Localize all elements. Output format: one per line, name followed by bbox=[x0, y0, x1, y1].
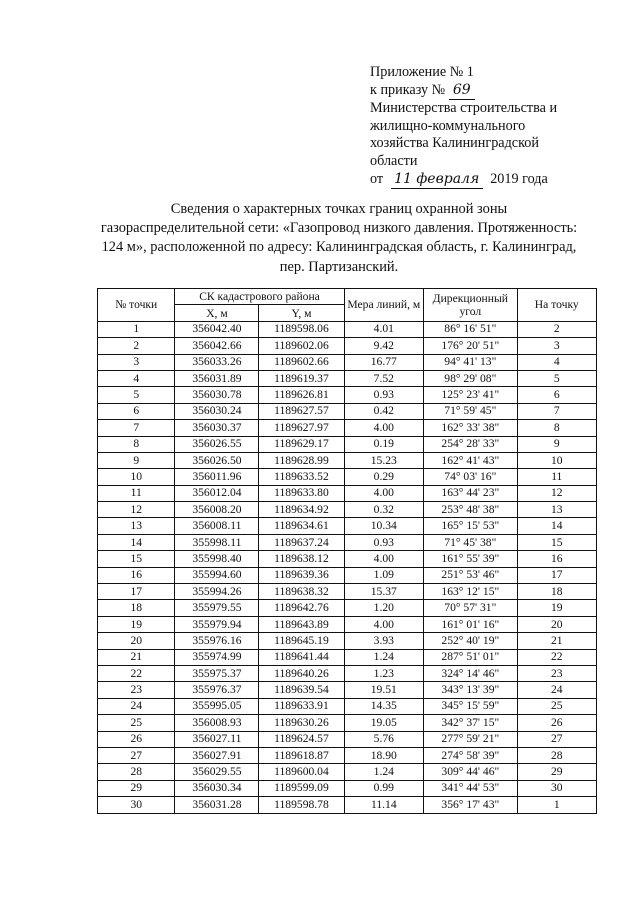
to-point-cell: 9 bbox=[517, 436, 596, 452]
line-length-cell: 9.42 bbox=[344, 338, 424, 354]
y-coordinate-cell: 1189624.57 bbox=[259, 731, 344, 747]
table-row bbox=[98, 633, 597, 649]
point-number-cell: 17 bbox=[98, 584, 175, 600]
to-point-cell: 26 bbox=[517, 715, 596, 731]
point-number-cell: 25 bbox=[98, 715, 175, 731]
point-number-cell: 19 bbox=[98, 616, 175, 632]
direction-angle-cell: 161° 55' 39" bbox=[424, 551, 517, 567]
direction-angle-cell: 309° 44' 46" bbox=[424, 764, 517, 780]
x-coordinate-cell: 355976.37 bbox=[175, 682, 259, 698]
to-point-cell: 13 bbox=[517, 502, 596, 518]
y-coordinate-cell: 1189600.04 bbox=[259, 764, 344, 780]
x-coordinate-cell: 355998.11 bbox=[175, 534, 259, 550]
to-point-cell: 11 bbox=[517, 469, 596, 485]
y-coordinate-cell: 1189626.81 bbox=[259, 387, 344, 403]
y-coordinate-cell: 1189633.52 bbox=[259, 469, 344, 485]
y-coordinate-cell: 1189602.66 bbox=[259, 354, 344, 370]
point-number-cell: 6 bbox=[98, 403, 175, 419]
x-coordinate-cell: 356029.55 bbox=[175, 764, 259, 780]
table-row bbox=[98, 665, 597, 681]
table-row bbox=[98, 452, 597, 468]
line-length-cell: 1.24 bbox=[344, 764, 424, 780]
direction-angle-cell: 86° 16' 51" bbox=[424, 321, 517, 337]
x-coordinate-cell: 355974.99 bbox=[175, 649, 259, 665]
date-prefix: от bbox=[370, 170, 384, 187]
point-number-cell: 5 bbox=[98, 387, 175, 403]
direction-angle-cell: 176° 20' 51" bbox=[424, 338, 517, 354]
ministry-line-4: области bbox=[370, 152, 418, 169]
table-row bbox=[98, 338, 597, 354]
date-handwritten: 11 февраля bbox=[391, 171, 483, 190]
line-length-cell: 0.93 bbox=[344, 534, 424, 550]
table-row bbox=[98, 764, 597, 780]
y-coordinate-cell: 1189641.44 bbox=[259, 649, 344, 665]
y-coordinate-cell: 1189633.80 bbox=[259, 485, 344, 501]
y-coordinate-cell: 1189639.36 bbox=[259, 567, 344, 583]
table-row bbox=[98, 403, 597, 419]
line-length-cell: 18.90 bbox=[344, 747, 424, 763]
to-point-cell: 23 bbox=[517, 665, 596, 681]
y-coordinate-cell: 1189599.09 bbox=[259, 780, 344, 796]
y-coordinate-cell: 1189634.92 bbox=[259, 502, 344, 518]
point-number-cell: 8 bbox=[98, 436, 175, 452]
point-number-cell: 2 bbox=[98, 338, 175, 354]
y-coordinate-cell: 1189629.17 bbox=[259, 436, 344, 452]
direction-angle-cell: 162° 33' 38" bbox=[424, 420, 517, 436]
line-length-cell: 1.24 bbox=[344, 649, 424, 665]
x-coordinate-cell: 356031.28 bbox=[175, 797, 259, 813]
direction-angle-cell: 74° 03' 16" bbox=[424, 469, 517, 485]
x-coordinate-cell: 355998.40 bbox=[175, 551, 259, 567]
table-row bbox=[98, 354, 597, 370]
point-number-cell: 11 bbox=[98, 485, 175, 501]
line-length-cell: 0.93 bbox=[344, 387, 424, 403]
y-coordinate-cell: 1189633.91 bbox=[259, 698, 344, 714]
table-row bbox=[98, 747, 597, 763]
line-length-cell: 19.05 bbox=[344, 715, 424, 731]
point-number-cell: 20 bbox=[98, 633, 175, 649]
line-length-cell: 0.99 bbox=[344, 780, 424, 796]
x-coordinate-cell: 355979.94 bbox=[175, 616, 259, 632]
table-row bbox=[98, 420, 597, 436]
title-line-2: газораспределительной сети: «Газопровод низкого давления. Протяженность: bbox=[100, 220, 578, 237]
direction-angle-cell: 277° 59' 21" bbox=[424, 731, 517, 747]
to-point-cell: 7 bbox=[517, 403, 596, 419]
title-line-4: пер. Партизанский. bbox=[279, 258, 399, 275]
to-point-cell: 17 bbox=[517, 567, 596, 583]
to-point-cell: 20 bbox=[517, 616, 596, 632]
x-coordinate-cell: 356008.11 bbox=[175, 518, 259, 534]
point-number-cell: 29 bbox=[98, 780, 175, 796]
x-coordinate-cell: 356012.04 bbox=[175, 485, 259, 501]
direction-angle-cell: 254° 28' 33" bbox=[424, 436, 517, 452]
table-row bbox=[98, 715, 597, 731]
table-header bbox=[98, 289, 597, 322]
to-point-cell: 30 bbox=[517, 780, 596, 796]
line-length-cell: 5.76 bbox=[344, 731, 424, 747]
point-number-cell: 9 bbox=[98, 452, 175, 468]
y-coordinate-cell: 1189645.19 bbox=[259, 633, 344, 649]
point-number-cell: 3 bbox=[98, 354, 175, 370]
y-coordinate-cell: 1189598.78 bbox=[259, 797, 344, 813]
x-coordinate-cell: 356026.50 bbox=[175, 452, 259, 468]
point-number-cell: 14 bbox=[98, 534, 175, 550]
to-point-cell: 18 bbox=[517, 584, 596, 600]
table-row bbox=[98, 485, 597, 501]
line-length-cell: 4.00 bbox=[344, 420, 424, 436]
x-coordinate-cell: 356033.26 bbox=[175, 354, 259, 370]
point-number-cell: 23 bbox=[98, 682, 175, 698]
line-length-cell: 7.52 bbox=[344, 370, 424, 386]
line-length-cell: 10.34 bbox=[344, 518, 424, 534]
to-point-cell: 10 bbox=[517, 452, 596, 468]
point-number-cell: 1 bbox=[98, 321, 175, 337]
direction-angle-cell: 343° 13' 39" bbox=[424, 682, 517, 698]
y-coordinate-cell: 1189642.76 bbox=[259, 600, 344, 616]
line-length-cell: 1.23 bbox=[344, 665, 424, 681]
approval-block bbox=[370, 64, 620, 189]
direction-angle-cell: 71° 59' 45" bbox=[424, 403, 517, 419]
table-row bbox=[98, 600, 597, 616]
title-line-1: Сведения о характерных точках границ охранной зоны bbox=[170, 201, 508, 217]
point-number-cell: 16 bbox=[98, 567, 175, 583]
y-coordinate-cell: 1189637.24 bbox=[259, 534, 344, 550]
y-coordinate-cell: 1189640.26 bbox=[259, 665, 344, 681]
header-angle: Дирекционный угол bbox=[424, 289, 517, 322]
table-row bbox=[98, 469, 597, 485]
table-row bbox=[98, 731, 597, 747]
line-length-cell: 16.77 bbox=[344, 354, 424, 370]
ministry-line-2: жилищно-коммунального bbox=[370, 117, 526, 134]
date-line bbox=[370, 171, 620, 190]
header-crs: СК кадастрового района bbox=[175, 289, 344, 305]
x-coordinate-cell: 356008.20 bbox=[175, 502, 259, 518]
direction-angle-cell: 163° 44' 23" bbox=[424, 485, 517, 501]
x-coordinate-cell: 356011.96 bbox=[175, 469, 259, 485]
point-number-cell: 30 bbox=[98, 797, 175, 813]
point-number-cell: 26 bbox=[98, 731, 175, 747]
line-length-cell: 19.51 bbox=[344, 682, 424, 698]
y-coordinate-cell: 1189602.06 bbox=[259, 338, 344, 354]
direction-angle-cell: 161° 01' 16" bbox=[424, 616, 517, 632]
direction-angle-cell: 253° 48' 38" bbox=[424, 502, 517, 518]
table-row bbox=[98, 584, 597, 600]
line-length-cell: 4.00 bbox=[344, 616, 424, 632]
point-number-cell: 27 bbox=[98, 747, 175, 763]
direction-angle-cell: 287° 51' 01" bbox=[424, 649, 517, 665]
line-length-cell: 15.37 bbox=[344, 584, 424, 600]
x-coordinate-cell: 356030.37 bbox=[175, 420, 259, 436]
appendix-label: Приложение № 1 bbox=[370, 64, 474, 80]
to-point-cell: 12 bbox=[517, 485, 596, 501]
x-coordinate-cell: 355995.05 bbox=[175, 698, 259, 714]
direction-angle-cell: 356° 17' 43" bbox=[424, 797, 517, 813]
to-point-cell: 3 bbox=[517, 338, 596, 354]
header-x: X, м bbox=[175, 305, 259, 321]
x-coordinate-cell: 355976.16 bbox=[175, 633, 259, 649]
direction-angle-cell: 71° 45' 38" bbox=[424, 534, 517, 550]
table-row bbox=[98, 534, 597, 550]
direction-angle-cell: 163° 12' 15" bbox=[424, 584, 517, 600]
x-coordinate-cell: 356027.11 bbox=[175, 731, 259, 747]
table-row bbox=[98, 616, 597, 632]
line-length-cell: 4.01 bbox=[344, 321, 424, 337]
table-row bbox=[98, 567, 597, 583]
to-point-cell: 6 bbox=[517, 387, 596, 403]
header-to-point: На точку bbox=[517, 289, 596, 322]
header-point: № точки bbox=[98, 289, 175, 322]
table-row bbox=[98, 436, 597, 452]
direction-angle-cell: 341° 44' 53" bbox=[424, 780, 517, 796]
direction-angle-cell: 165° 15' 53" bbox=[424, 518, 517, 534]
header-y: Y, м bbox=[259, 305, 344, 321]
to-point-cell: 8 bbox=[517, 420, 596, 436]
x-coordinate-cell: 356042.66 bbox=[175, 338, 259, 354]
x-coordinate-cell: 355975.37 bbox=[175, 665, 259, 681]
table-row bbox=[98, 698, 597, 714]
y-coordinate-cell: 1189630.26 bbox=[259, 715, 344, 731]
table-row bbox=[98, 518, 597, 534]
to-point-cell: 22 bbox=[517, 649, 596, 665]
point-number-cell: 24 bbox=[98, 698, 175, 714]
x-coordinate-cell: 355994.60 bbox=[175, 567, 259, 583]
date-suffix: 2019 года bbox=[490, 170, 548, 187]
to-point-cell: 27 bbox=[517, 731, 596, 747]
table-row bbox=[98, 797, 597, 813]
order-line bbox=[370, 82, 620, 101]
point-number-cell: 18 bbox=[98, 600, 175, 616]
y-coordinate-cell: 1189638.32 bbox=[259, 584, 344, 600]
to-point-cell: 15 bbox=[517, 534, 596, 550]
direction-angle-cell: 324° 14' 46" bbox=[424, 665, 517, 681]
table-body bbox=[98, 321, 597, 813]
line-length-cell: 14.35 bbox=[344, 698, 424, 714]
point-number-cell: 10 bbox=[98, 469, 175, 485]
y-coordinate-cell: 1189634.61 bbox=[259, 518, 344, 534]
point-number-cell: 28 bbox=[98, 764, 175, 780]
x-coordinate-cell: 355994.26 bbox=[175, 584, 259, 600]
y-coordinate-cell: 1189639.54 bbox=[259, 682, 344, 698]
line-length-cell: 1.20 bbox=[344, 600, 424, 616]
direction-angle-cell: 342° 37' 15" bbox=[424, 715, 517, 731]
to-point-cell: 16 bbox=[517, 551, 596, 567]
to-point-cell: 19 bbox=[517, 600, 596, 616]
point-number-cell: 13 bbox=[98, 518, 175, 534]
title-line-3: 124 м», расположенной по адресу: Калининградская область, г. Калининград, bbox=[101, 239, 577, 256]
to-point-cell: 28 bbox=[517, 747, 596, 763]
ministry-line-3: хозяйства Калининградской bbox=[370, 135, 539, 152]
direction-angle-cell: 70° 57' 31" bbox=[424, 600, 517, 616]
table-row bbox=[98, 780, 597, 796]
to-point-cell: 21 bbox=[517, 633, 596, 649]
direction-angle-cell: 251° 53' 46" bbox=[424, 567, 517, 583]
to-point-cell: 25 bbox=[517, 698, 596, 714]
x-coordinate-cell: 355979.55 bbox=[175, 600, 259, 616]
x-coordinate-cell: 356042.40 bbox=[175, 321, 259, 337]
direction-angle-cell: 94° 41' 13" bbox=[424, 354, 517, 370]
direction-angle-cell: 252° 40' 19" bbox=[424, 633, 517, 649]
table-row bbox=[98, 551, 597, 567]
x-coordinate-cell: 356008.93 bbox=[175, 715, 259, 731]
to-point-cell: 14 bbox=[517, 518, 596, 534]
x-coordinate-cell: 356030.24 bbox=[175, 403, 259, 419]
y-coordinate-cell: 1189643.89 bbox=[259, 616, 344, 632]
direction-angle-cell: 345° 15' 59" bbox=[424, 698, 517, 714]
table-row bbox=[98, 649, 597, 665]
y-coordinate-cell: 1189598.06 bbox=[259, 321, 344, 337]
to-point-cell: 29 bbox=[517, 764, 596, 780]
to-point-cell: 4 bbox=[517, 354, 596, 370]
y-coordinate-cell: 1189627.97 bbox=[259, 420, 344, 436]
point-number-cell: 4 bbox=[98, 370, 175, 386]
point-number-cell: 7 bbox=[98, 420, 175, 436]
direction-angle-cell: 125° 23' 41" bbox=[424, 387, 517, 403]
ministry-line-1: Министерства строительства и bbox=[370, 100, 558, 117]
line-length-cell: 11.14 bbox=[344, 797, 424, 813]
y-coordinate-cell: 1189628.99 bbox=[259, 452, 344, 468]
document-title bbox=[78, 200, 600, 277]
y-coordinate-cell: 1189618.87 bbox=[259, 747, 344, 763]
to-point-cell: 24 bbox=[517, 682, 596, 698]
line-length-cell: 4.00 bbox=[344, 485, 424, 501]
to-point-cell: 5 bbox=[517, 370, 596, 386]
y-coordinate-cell: 1189627.57 bbox=[259, 403, 344, 419]
line-length-cell: 3.93 bbox=[344, 633, 424, 649]
x-coordinate-cell: 356026.55 bbox=[175, 436, 259, 452]
line-length-cell: 4.00 bbox=[344, 551, 424, 567]
x-coordinate-cell: 356027.91 bbox=[175, 747, 259, 763]
header-length: Мера линий, м bbox=[344, 289, 424, 322]
direction-angle-cell: 98° 29' 08" bbox=[424, 370, 517, 386]
point-number-cell: 22 bbox=[98, 665, 175, 681]
table-row bbox=[98, 682, 597, 698]
x-coordinate-cell: 356031.89 bbox=[175, 370, 259, 386]
points-table bbox=[97, 288, 597, 814]
to-point-cell: 2 bbox=[517, 321, 596, 337]
line-length-cell: 1.09 bbox=[344, 567, 424, 583]
y-coordinate-cell: 1189619.37 bbox=[259, 370, 344, 386]
line-length-cell: 0.32 bbox=[344, 502, 424, 518]
point-number-cell: 15 bbox=[98, 551, 175, 567]
table-row bbox=[98, 502, 597, 518]
direction-angle-cell: 274° 58' 39" bbox=[424, 747, 517, 763]
y-coordinate-cell: 1189638.12 bbox=[259, 551, 344, 567]
table-row bbox=[98, 321, 597, 337]
table-row bbox=[98, 370, 597, 386]
line-length-cell: 0.19 bbox=[344, 436, 424, 452]
point-number-cell: 21 bbox=[98, 649, 175, 665]
table-row bbox=[98, 387, 597, 403]
x-coordinate-cell: 356030.34 bbox=[175, 780, 259, 796]
direction-angle-cell: 162° 41' 43" bbox=[424, 452, 517, 468]
line-length-cell: 0.42 bbox=[344, 403, 424, 419]
order-number-handwritten: 69 bbox=[449, 82, 475, 101]
x-coordinate-cell: 356030.78 bbox=[175, 387, 259, 403]
line-length-cell: 0.29 bbox=[344, 469, 424, 485]
to-point-cell: 1 bbox=[517, 797, 596, 813]
order-prefix: к приказу № bbox=[370, 81, 446, 98]
point-number-cell: 12 bbox=[98, 502, 175, 518]
line-length-cell: 15.23 bbox=[344, 452, 424, 468]
